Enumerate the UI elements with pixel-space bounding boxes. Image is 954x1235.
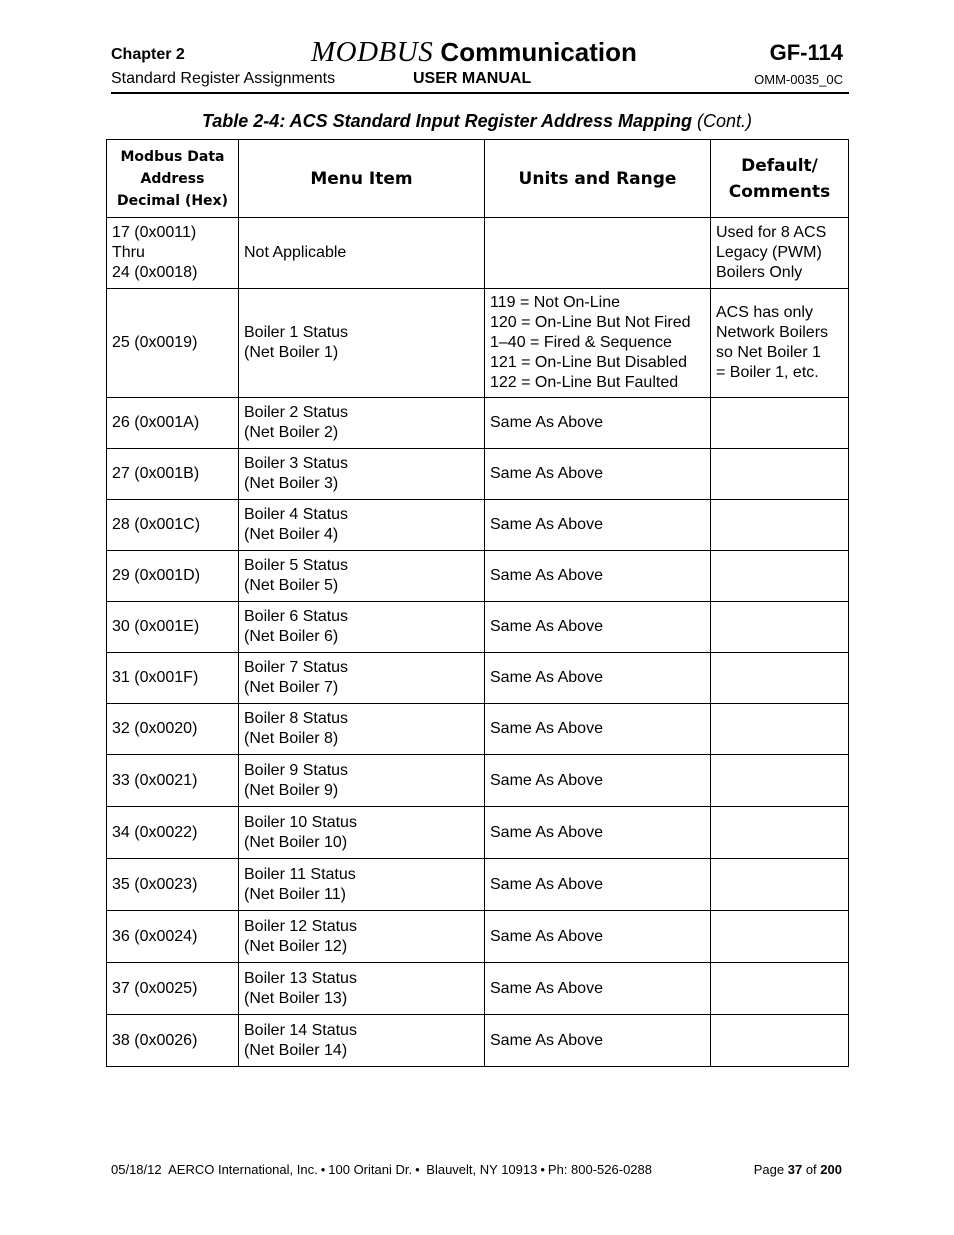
cell-menu-item-line: Boiler 1 Status [244, 324, 349, 341]
cell-menu-item-line: Boiler 3 Status [244, 455, 349, 472]
cell-menu-item-line: (Net Boiler 1) [244, 344, 339, 361]
cell-units-range-line: Same As Above [490, 567, 603, 584]
cell-menu-item [239, 653, 485, 704]
register-table [106, 139, 849, 1067]
header-default-comments [711, 140, 849, 218]
page-total: 200 [820, 1162, 842, 1177]
cell-address-line: 32 (0x0020) [112, 720, 198, 737]
cell-units-range [485, 859, 711, 911]
cell-menu-item [239, 911, 485, 963]
cell-menu-item-line: Boiler 5 Status [244, 557, 349, 574]
cell-address-line: 31 (0x001F) [112, 669, 199, 686]
cell-units-range [485, 653, 711, 704]
caption-cont: (Cont.) [692, 111, 753, 131]
cell-address [107, 398, 239, 449]
cell-menu-item-line: (Net Boiler 3) [244, 475, 339, 492]
cell-units-range [485, 551, 711, 602]
cell-default-comments [711, 500, 849, 551]
table-row [107, 653, 849, 704]
cell-menu-item-line: Boiler 4 Status [244, 506, 349, 523]
section-label: Standard Register Assignments [111, 70, 336, 87]
cell-address [107, 1015, 239, 1067]
page-of: of [802, 1162, 821, 1177]
page-title [311, 36, 637, 69]
cell-menu-item-line: (Net Boiler 8) [244, 730, 339, 747]
table-row [107, 704, 849, 755]
cell-default-comments [711, 859, 849, 911]
cell-default-comments [711, 653, 849, 704]
cell-default-comments-line: = Boiler 1, etc. [716, 364, 819, 381]
cell-default-comments [711, 1015, 849, 1067]
cell-menu-item [239, 218, 485, 289]
cell-units-range-line: 120 = On-Line But Not Fired [490, 314, 691, 331]
cell-menu-item-line: Boiler 11 Status [244, 865, 356, 883]
cell-default-comments [711, 704, 849, 755]
table-row [107, 500, 849, 551]
cell-address-line: 35 (0x0023) [112, 875, 198, 893]
cell-units-range-line: 121 = On-Line But Disabled [490, 354, 688, 371]
footer-city: Blauvelt, NY 10913 [426, 1162, 538, 1177]
cell-units-range [485, 704, 711, 755]
cell-address-line: 27 (0x001B) [112, 465, 200, 482]
cell-address [107, 218, 239, 289]
cell-address-line: 30 (0x001E) [112, 618, 200, 635]
cell-menu-item [239, 289, 485, 398]
manual-label: USER MANUAL [413, 70, 532, 87]
cell-units-range-line: Same As Above [490, 516, 603, 533]
cell-menu-item [239, 859, 485, 911]
header-units-range: Units and Range [485, 140, 711, 218]
cell-address [107, 859, 239, 911]
cell-units-range [485, 807, 711, 859]
cell-address-line: 38 (0x0026) [112, 1031, 198, 1049]
header-address-line: Decimal (Hex) [117, 192, 228, 209]
cell-default-comments-line: Network Boilers [716, 324, 829, 341]
title-rest: Communication [433, 37, 637, 67]
table-row [107, 859, 849, 911]
cell-units-range [485, 449, 711, 500]
cell-default-comments [711, 807, 849, 859]
cell-address-line: Thru [112, 244, 145, 261]
chapter-label: Chapter 2 [111, 46, 185, 63]
cell-address-line: 29 (0x001D) [112, 567, 201, 584]
cell-menu-item-line: Boiler 8 Status [244, 710, 349, 727]
cell-address-line: 26 (0x001A) [112, 414, 200, 431]
table-row [107, 602, 849, 653]
table-row [107, 398, 849, 449]
cell-menu-item-line: (Net Boiler 14) [244, 1041, 348, 1059]
cell-menu-item [239, 807, 485, 859]
cell-default-comments [711, 602, 849, 653]
header-default-line: Comments [728, 181, 831, 202]
cell-units-range-line: 119 = Not On-Line [490, 294, 621, 311]
cell-menu-item-line: (Net Boiler 10) [244, 833, 348, 851]
cell-default-comments [711, 289, 849, 398]
cell-menu-item-line: (Net Boiler 9) [244, 781, 339, 799]
table-row [107, 1015, 849, 1067]
cell-units-range-line: 122 = On-Line But Faulted [490, 374, 679, 391]
cell-default-comments-line: so Net Boiler 1 [716, 344, 821, 361]
cell-units-range [485, 289, 711, 398]
cell-units-range [485, 218, 711, 289]
footer-date: 05/18/12 [111, 1162, 162, 1177]
cell-menu-item-line: Not Applicable [244, 244, 347, 261]
cell-default-comments-line: Legacy (PWM) [716, 244, 822, 261]
footer-contact: 05/18/12 AERCO International, Inc. • 100 Oritani Dr. • Blauvelt, NY 10913 • Ph: 800-526-0288 [111, 1162, 652, 1177]
cell-menu-item-line: Boiler 7 Status [244, 659, 349, 676]
page-number [754, 1162, 842, 1177]
cell-units-range-line: 1–40 = Fired & Sequence [490, 334, 672, 351]
table-row [107, 289, 849, 398]
cell-default-comments [711, 398, 849, 449]
cell-menu-item-line: (Net Boiler 5) [244, 577, 339, 594]
cell-default-comments [711, 755, 849, 807]
cell-address [107, 755, 239, 807]
cell-menu-item-line: Boiler 14 Status [244, 1021, 357, 1039]
cell-default-comments [711, 551, 849, 602]
cell-units-range-line: Same As Above [490, 771, 603, 789]
cell-address-line: 36 (0x0024) [112, 927, 198, 945]
cell-menu-item [239, 963, 485, 1015]
cell-default-comments-line: Used for 8 ACS [716, 224, 827, 241]
cell-units-range-line: Same As Above [490, 875, 603, 893]
cell-address-line: 34 (0x0022) [112, 823, 198, 841]
cell-address [107, 289, 239, 398]
cell-address-line: 17 (0x0011) [112, 224, 197, 241]
cell-address-line: 33 (0x0021) [112, 771, 198, 789]
cell-menu-item [239, 602, 485, 653]
table-row [107, 963, 849, 1015]
cell-menu-item-line: Boiler 2 Status [244, 404, 349, 421]
cell-units-range-line: Same As Above [490, 669, 603, 686]
cell-address [107, 449, 239, 500]
cell-address [107, 807, 239, 859]
cell-units-range [485, 755, 711, 807]
cell-menu-item-line: Boiler 9 Status [244, 761, 349, 779]
cell-menu-item-line: Boiler 12 Status [244, 917, 357, 935]
cell-units-range [485, 911, 711, 963]
header-menu-item: Menu Item [239, 140, 485, 218]
cell-menu-item-line: (Net Boiler 4) [244, 526, 339, 543]
cell-address [107, 911, 239, 963]
omm-code: OMM-0035_0C [754, 72, 843, 87]
cell-units-range [485, 602, 711, 653]
cell-units-range-line: Same As Above [490, 414, 603, 431]
cell-menu-item [239, 449, 485, 500]
cell-address-line: 37 (0x0025) [112, 979, 198, 997]
page-header [111, 36, 849, 70]
cell-menu-item [239, 500, 485, 551]
cell-address [107, 653, 239, 704]
table-row [107, 807, 849, 859]
cell-units-range-line: Same As Above [490, 979, 603, 997]
cell-units-range-line: Same As Above [490, 465, 603, 482]
cell-menu-item-line: (Net Boiler 6) [244, 628, 339, 645]
table-row [107, 551, 849, 602]
header-default-line: Default/ [741, 155, 818, 176]
table-header-row [107, 140, 849, 218]
page-current: 37 [787, 1162, 803, 1177]
cell-units-range-line: Same As Above [490, 720, 603, 737]
cell-menu-item [239, 755, 485, 807]
cell-units-range [485, 500, 711, 551]
caption-main: Table 2-4: ACS Standard Input Register Address Mapping [201, 111, 693, 131]
table-row [107, 449, 849, 500]
cell-menu-item [239, 551, 485, 602]
cell-units-range-line: Same As Above [490, 823, 603, 841]
header-address [107, 140, 239, 218]
cell-address-line: 28 (0x001C) [112, 516, 201, 533]
cell-units-range [485, 1015, 711, 1067]
page-prefix: Page [753, 1162, 788, 1177]
table-row [107, 218, 849, 289]
cell-menu-item-line: Boiler 6 Status [244, 608, 349, 625]
cell-units-range-line: Same As Above [490, 618, 603, 635]
cell-default-comments [711, 218, 849, 289]
cell-address [107, 963, 239, 1015]
table-row [107, 755, 849, 807]
cell-address [107, 500, 239, 551]
cell-menu-item [239, 398, 485, 449]
table-caption [0, 111, 954, 132]
cell-address-line: 25 (0x0019) [112, 334, 198, 351]
header-address-line: Address [140, 170, 205, 187]
header-address-line: Modbus Data [120, 148, 225, 165]
table-row [107, 911, 849, 963]
cell-menu-item-line: (Net Boiler 13) [244, 989, 348, 1007]
doc-code: GF-114 [769, 40, 843, 65]
cell-menu-item-line: Boiler 13 Status [244, 969, 357, 987]
cell-menu-item-line: (Net Boiler 11) [244, 885, 346, 903]
cell-default-comments [711, 449, 849, 500]
cell-units-range-line: Same As Above [490, 1031, 603, 1049]
cell-default-comments-line: ACS has only [716, 304, 813, 321]
cell-units-range [485, 398, 711, 449]
cell-address [107, 704, 239, 755]
footer-phone: Ph: 800-526-0288 [547, 1162, 652, 1177]
title-modbus: MODBUS [311, 36, 434, 68]
cell-address-line: 24 (0x0018) [112, 264, 198, 281]
cell-menu-item-line: (Net Boiler 2) [244, 424, 339, 441]
cell-menu-item-line: (Net Boiler 7) [244, 679, 339, 696]
footer-company: AERCO International, Inc. [168, 1162, 318, 1177]
page-subheader [111, 70, 849, 94]
cell-menu-item-line: (Net Boiler 12) [244, 937, 348, 955]
cell-default-comments-line: Boilers Only [716, 264, 803, 281]
cell-units-range-line: Same As Above [490, 927, 603, 945]
cell-address [107, 602, 239, 653]
cell-menu-item-line: Boiler 10 Status [244, 813, 357, 831]
cell-menu-item [239, 704, 485, 755]
footer-address: 100 Oritani Dr. [328, 1162, 413, 1177]
cell-default-comments [711, 963, 849, 1015]
cell-address [107, 551, 239, 602]
cell-default-comments [711, 911, 849, 963]
cell-units-range [485, 963, 711, 1015]
cell-menu-item [239, 1015, 485, 1067]
